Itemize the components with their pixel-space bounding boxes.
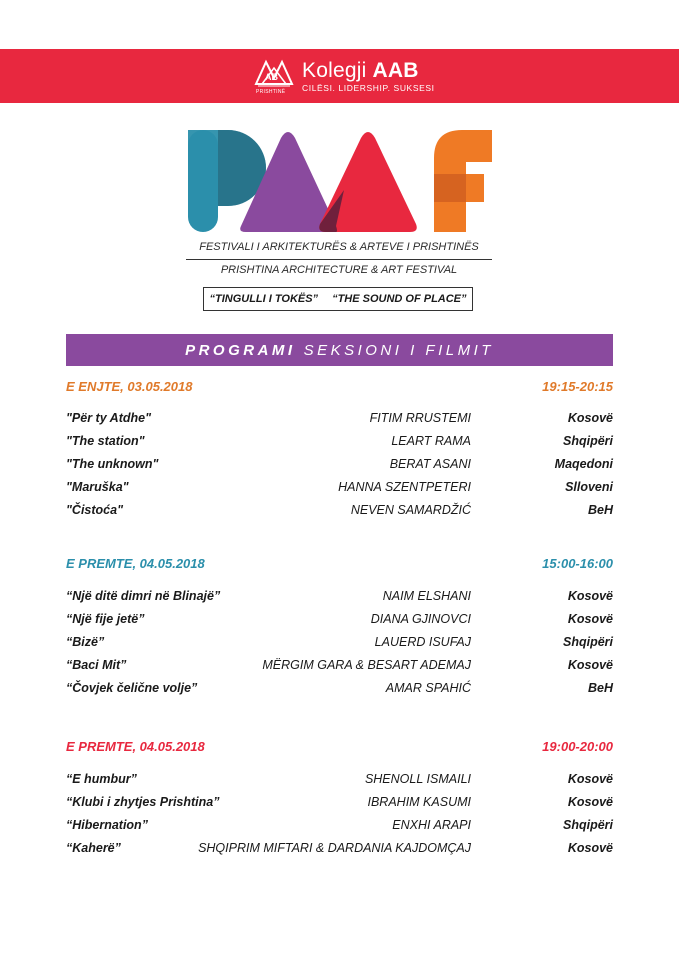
film-country: Kosovë <box>567 589 613 603</box>
brand-acronym: AAB <box>372 58 419 82</box>
film-author: SHQIPRIM MIFTARI & DARDANIA KAJDOMÇAJ <box>198 841 471 855</box>
film-country: Kosovë <box>567 772 613 786</box>
session-header <box>66 553 613 575</box>
film-country: Kosovë <box>567 612 613 626</box>
film-title: “Bizë” <box>66 635 105 649</box>
logo-city: PRISHTINË <box>256 89 286 95</box>
film-author: AMAR SPAHIĆ <box>385 681 471 695</box>
film-title: “Hibernation” <box>66 818 148 832</box>
film-author: HANNA SZENTPETERI <box>338 480 471 494</box>
film-row <box>66 499 613 522</box>
festival-slogan <box>203 287 473 311</box>
film-title: "The station" <box>66 434 145 448</box>
film-author: FITIM RRUSTEMI <box>369 411 471 425</box>
film-row <box>66 608 613 631</box>
film-author: NEVEN SAMARDŽIĆ <box>350 503 471 517</box>
program-banner <box>66 334 613 366</box>
film-row <box>66 476 613 499</box>
logo-text <box>302 60 435 93</box>
film-title: “Baci Mit” <box>66 658 127 672</box>
slogan-en: “THE SOUND OF PLACE” <box>332 293 467 305</box>
film-author: IBRAHIM KASUMI <box>367 795 471 809</box>
session-header <box>66 736 613 758</box>
film-row <box>66 654 613 677</box>
film-author: BERAT ASANI <box>389 457 471 471</box>
session-date: E ENJTE, 03.05.2018 <box>66 379 193 394</box>
film-author: DIANA GJINOVCI <box>370 612 471 626</box>
film-country: Shqipëri <box>562 635 613 649</box>
brand-name <box>302 60 435 81</box>
film-row <box>66 430 613 453</box>
film-row <box>66 631 613 654</box>
film-title: “Një fije jetë” <box>66 612 145 626</box>
film-row <box>66 837 613 860</box>
film-author: MËRGIM GARA & BESART ADEMAJ <box>262 658 471 672</box>
film-author: LEART RAMA <box>391 434 471 448</box>
film-title: "Për ty Atdhe" <box>66 411 152 425</box>
session-2 <box>66 553 613 700</box>
session-1 <box>66 376 613 522</box>
film-row <box>66 677 613 700</box>
film-country: BeH <box>587 681 613 695</box>
film-row <box>66 814 613 837</box>
film-row <box>66 768 613 791</box>
film-row <box>66 407 613 430</box>
festival-name-sq: FESTIVALI I ARKITEKTURËS & ARTEVE I PRISHTINËS <box>199 241 479 253</box>
session-3 <box>66 736 613 860</box>
film-country: Slloveni <box>565 480 613 494</box>
film-title: “Një ditë dimri në Blinajë” <box>66 589 221 603</box>
film-author: SHENOLL ISMAILI <box>364 772 471 786</box>
film-author: NAIM ELSHANI <box>382 589 471 603</box>
film-author: LAUERD ISUFAJ <box>374 635 471 649</box>
festival-name-en: PRISHTINA ARCHITECTURE & ART FESTIVAL <box>220 264 458 276</box>
film-row <box>66 791 613 814</box>
session-time: 19:15-20:15 <box>542 379 613 394</box>
film-country: BeH <box>587 503 613 517</box>
brand-tagline: CILËSI. LIDERSHIP. SUKSESI <box>302 82 435 93</box>
film-country: Kosovë <box>567 795 613 809</box>
film-title: “Čovjek čelične volje” <box>66 681 198 695</box>
film-row <box>66 585 613 608</box>
film-title: "The unknown" <box>66 457 159 471</box>
session-date: E PREMTE, 04.05.2018 <box>66 739 205 754</box>
film-country: Kosovë <box>567 841 613 855</box>
session-header <box>66 376 613 398</box>
film-title: “E humbur” <box>66 772 137 786</box>
film-country: Kosovë <box>567 411 613 425</box>
college-logo <box>252 56 435 96</box>
session-time: 15:00-16:00 <box>542 556 613 571</box>
banner-subtitle: SEKSIONI I FILMIT <box>303 341 494 359</box>
brand-prefix: Kolegji <box>302 58 367 82</box>
film-title: “Klubi i zhytjes Prishtina” <box>66 795 220 809</box>
film-country: Kosovë <box>567 658 613 672</box>
film-country: Shqipëri <box>562 818 613 832</box>
film-author: ENXHI ARAPI <box>392 818 471 832</box>
film-title: “Kaherë” <box>66 841 121 855</box>
film-row <box>66 453 613 476</box>
session-date: E PREMTE, 04.05.2018 <box>66 556 205 571</box>
session-time: 19:00-20:00 <box>542 739 613 754</box>
slogan-sq: “TINGULLI I TOKËS” <box>209 293 319 305</box>
film-title: "Čistoća" <box>66 503 124 517</box>
banner-title: PROGRAMI <box>185 341 296 359</box>
film-country: Maqedoni <box>554 457 613 471</box>
film-country: Shqipëri <box>562 434 613 448</box>
paaf-logo <box>186 128 494 234</box>
svg-text:AB: AB <box>265 72 278 82</box>
festival-divider <box>186 259 492 260</box>
film-title: "Maruška" <box>66 480 129 494</box>
